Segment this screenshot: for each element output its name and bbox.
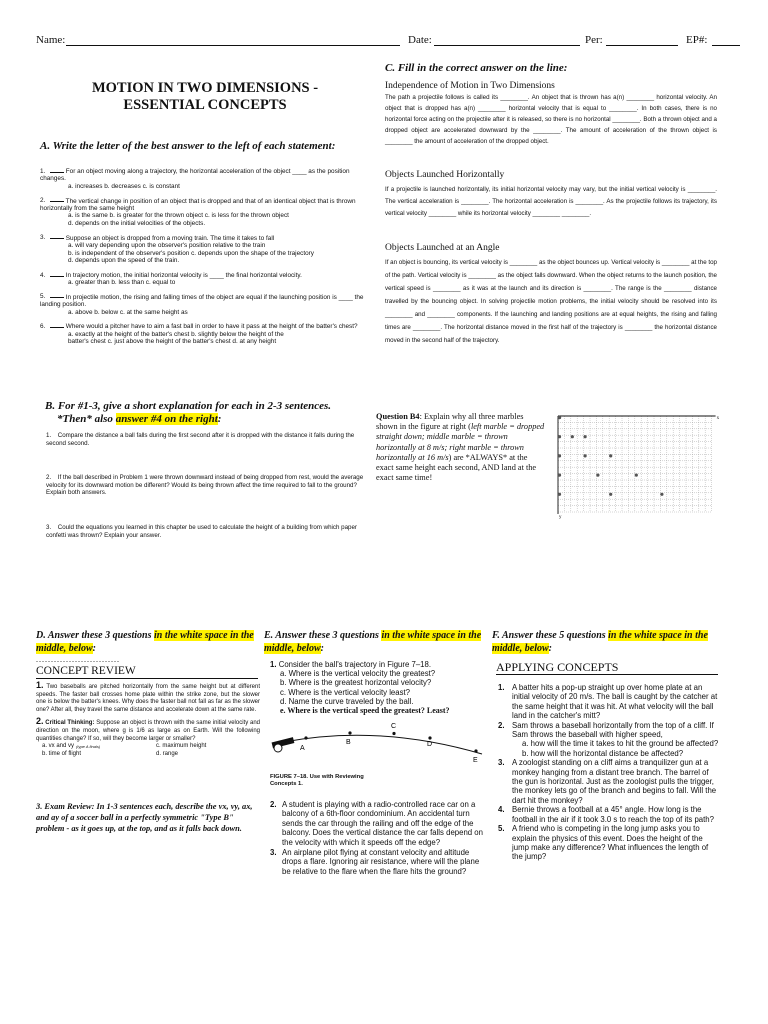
trajectory-point-b — [348, 731, 351, 734]
question-b4: Question B4: Explain why all three marbles shown in the figure at right (left marble = dropped straight down; middle marble = thrown horizontally at 8 m/s; right marble = thrown horizontally at 16 m/s) are *ALWAYS* at the exact same height each second, AND land at the exact same time! — [376, 412, 545, 483]
marble-grid-figure — [552, 412, 720, 520]
applying-q1: 1. A batter hits a pop-up straight up over home plate at an initial velocity of 20 m/s. The ball is caught by the catcher at the same height that it was hit. At what velocity will the ball land in the catcher's mitt? — [498, 683, 718, 721]
trajectory-point-c — [392, 732, 395, 735]
answer-blank-a5[interactable] — [50, 292, 64, 299]
section-c-heading: C. Fill in the correct answer on the line: — [385, 62, 568, 74]
trajectory-figure — [270, 712, 490, 782]
marble-point-s1-2 — [584, 454, 587, 457]
marble-point-s1-4 — [609, 493, 612, 496]
question-b2: 2. If the ball described in Problem 1 were thrown downward instead of being dropped from rest, would the average velocity for its downward motion be different? Would its being thrown affect the time required to fall to the ground? Explain both answers. — [46, 474, 364, 497]
trajectory-label-b: B — [346, 739, 351, 746]
x-axis-label: x — [716, 416, 720, 421]
section-e-highlight: in the white space in the middle, below — [264, 630, 482, 654]
trajectory-label-c: C — [391, 723, 397, 730]
section-f-highlight: in the white space in the middle, below — [492, 630, 708, 654]
per-label: Per: — [585, 34, 603, 46]
marble-point-s0-1 — [558, 435, 561, 438]
answer-blank-a2[interactable] — [50, 196, 64, 203]
section-e-heading: E. Answer these 3 questions in the white space in the middle, below: — [264, 630, 482, 654]
answer-blank-a1[interactable] — [50, 166, 64, 173]
trajectory-point-d — [428, 736, 431, 739]
section-d-highlight: in the white space in the middle, below — [36, 630, 254, 654]
section-b-questions — [46, 432, 368, 539]
applying-q2: 2. Sam throws a baseball horizontally from the top of a cliff. If Sam throws the baseball with higher speed, — [498, 720, 714, 740]
grid-lines — [558, 416, 712, 512]
question-a2: 2. The vertical change in position of an object that is dropped and that of an identical object that is thrown horizontally from the same height a. is the same b. is greater for the thrown object c. is less for the thrown object d. depends on the initial velocities of the objects. — [40, 197, 356, 228]
ep-label: EP#: — [686, 34, 708, 46]
per-field[interactable] — [606, 35, 678, 46]
section-c-p2: If a projectile is launched horizontally, its initial horizontal velocity may vary, but the initial vertical velocity is ________. The vertical acceleration is ________. The horizontal acceleration is ________. As the projectile follows its trajectory, its vertical velocity ________ while its horizontal velocity ________ ________. — [385, 186, 717, 217]
question-b4-label: Question B4 — [376, 412, 420, 421]
question-b1: 1. Compare the distance a ball falls during the first second after it is dropped with the distance it falls during the second second. — [46, 432, 355, 447]
section-b-heading: B. For #1-3, give a short explanation for each in 2-3 sentences. *Then* also answer #4 on the right: — [45, 400, 332, 425]
question-b3: 3. Could the equations you learned in this chapter be used to calculate the height of a building from which paper confetti was thrown? Explain your answer. — [46, 524, 357, 539]
answer-blank-a6[interactable] — [50, 321, 64, 328]
title-line-2: ESSENTIAL CONCEPTS — [123, 97, 287, 113]
trajectory-point-e — [474, 749, 477, 752]
marble-point-s2-2 — [609, 454, 612, 457]
question-a6: 6. Where would a pitcher have to aim a fast ball in order to have it pass at the height of the batter's chest? a. exactly at the height of the batter's chest b. slightly below the height of the batter's chest c. just above the height of the batter's chest d. at any height — [40, 323, 358, 346]
section-b-highlight: answer #4 on the right — [115, 413, 218, 425]
applying-q2-b: b. how will the horizontal distance be affected? — [522, 748, 684, 758]
cannon-icon — [272, 737, 295, 752]
applying-q5: 5. A friend who is competing in the long jump asks you to explain the physics of this event. Does the height of the jump make any difference? What influences the length of the jump? — [498, 824, 709, 862]
section-c-sub1: Independence of Motion in Two Dimensions — [385, 81, 555, 91]
applying-concepts-title: APPLYING CONCEPTS — [496, 660, 718, 675]
ep-field[interactable] — [712, 35, 740, 46]
marble-point-s0-3 — [558, 474, 561, 477]
title-line-1: MOTION IN TWO DIMENSIONS - — [91, 80, 319, 96]
trajectory-point-a — [304, 736, 307, 739]
header-row — [36, 34, 736, 48]
applying-q4: 4. Bernie throws a football at a 45° angle. How long is the football in the air if it took 3.0 s to reach the top of its path? — [498, 805, 714, 824]
applying-q3: 3. A zoologist standing on a cliff aims a tranquilizer gun at a monkey hanging from a distant tree branch. The barrel of the gun is horizontal. Just as the zoologist pulls the trigger, the monkey lets go of the branch and begins to fall. Will the dart hit the monkey? — [498, 758, 717, 805]
concept-review-title: CONCEPT REVIEW — [36, 664, 258, 679]
review-q2-options: a. vx and vy (type A finals) c. maximum height b. time of flight d. range — [42, 743, 207, 758]
review-q3-exam: 3. Exam Review: In 1-3 sentences each, describe the vx, vy, ax, and ay of a soccer ball in a perfectly symmetric "Type B" problem - as it goes up, at the top, and as it falls back down. — [36, 802, 253, 833]
marble-point-s2-4 — [660, 493, 663, 496]
figure-caption: FIGURE 7–18. Use with Reviewing Concepts 1. — [270, 774, 364, 787]
marble-point-s1-1 — [571, 435, 574, 438]
section-a-questions — [40, 166, 370, 346]
section-c-body — [385, 80, 717, 347]
marble-point-s2-0 — [558, 416, 561, 419]
section-c-sub2: Objects Launched Horizontally — [385, 170, 505, 180]
section-d-body — [36, 682, 260, 759]
date-label: Date: — [408, 34, 432, 46]
answer-blank-a4[interactable] — [50, 270, 64, 277]
section-e-q2: 2. A student is playing with a radio-controlled race car on a balcony of a 6th-floor condominium. An accidental turn sends the car through the railing and off the edge of the balcony. Does the vertical distance the car falls depend on the velocity with which it speeds off the edge? 3. An airplane pilot flying at constant velocity and altitude drops a flare. Ignoring air resistance, where will the plane be relative to the flare when the flare hits the ground? — [270, 800, 483, 876]
question-a5: 5. In projectile motion, the rising and falling times of the object are equal if the launching position is ____ the landing position. a. above b. below c. at the same height as — [40, 293, 364, 316]
question-a3: 3. Suppose an object is dropped from a moving train. The time it takes to fall a. will vary depending upon the observer's position relative to the train b. is independent of the observer's position c. depends upon the shape of the trajectory d. depends upon the speed of the train. — [40, 234, 315, 265]
section-f-heading: F. Answer these 5 questions in the white space in the middle, below: — [492, 630, 708, 654]
marble-point-s0-2 — [558, 454, 561, 457]
answer-blank-a3[interactable] — [50, 233, 64, 240]
name-label: Name: — [36, 34, 66, 46]
trajectory-curve — [284, 735, 482, 754]
section-c-p3: If an object is bouncing, its vertical velocity is ________ as the object bounces up. Vertical velocity is ________ at the top of the path. Vertical velocity is ________ as the object falls downward. When the object returns to the launch position, the vertical speed is ________ as it was at the launch and its direction is ________. The range is the ________ distance travelled by the bouncing object. In solving projectile motion problems, the initial velocity should be resolved into its ________ and ________ components. If the launching and landing positions are at equal heights, the rising and falling times are ________. The horizontal distance moved in the first half of the trajectory is ________ the horizontal distance moved in the second half of the trajectory. — [385, 259, 717, 344]
marble-point-s2-1 — [584, 435, 587, 438]
section-f-body — [498, 683, 720, 862]
section-c-p1: The path a projectile follows is called its ________. An object that is thrown has a(n) ________ horizontal velocity. An object that is dropped has a(n) ________ horizontal velocity that is equal to ________. In both cases, there is no horizontal force acting on the projectile after it is released, so there is no horizontal ________. Both a thrown object and a dropped object are accelerated downward by the ________. The amount of acceleration of the thrown object is ________ the amount of acceleration of the dropped object. — [385, 94, 717, 145]
y-axis-label: y — [559, 515, 562, 520]
name-field[interactable] — [66, 35, 400, 46]
section-d-heading: D. Answer these 3 questions in the white space in the middle, below: — [36, 630, 254, 654]
trajectory-label-d: D — [427, 741, 433, 748]
page-title — [40, 80, 370, 114]
marble-point-s2-3 — [635, 474, 638, 477]
trajectory-label-a: A — [300, 745, 305, 752]
question-a1: 1. For an object moving along a trajectory, the horizontal acceleration of the object ____ as the position changes. a. increases b. decreases c. is constant — [40, 167, 350, 190]
review-q2: 2. Critical Thinking: Suppose an object is thrown with the same initial velocity and direction on the moon, where g is 1/6 as large as on Earth. Will the following quantities change? If so, will they become larger or smaller? — [36, 716, 260, 742]
review-q1: 1. Two baseballs are pitched horizontally from the same height but at different speeds. The faster ball crosses home plate within the strike zone, but the slower one is below the batter's knees. Why does the faster ball not fall as far as the slower one? After all, they travel the same distance and accelerate down at the same rate. — [36, 680, 260, 713]
marble-point-s1-3 — [596, 474, 599, 477]
section-a-heading: A. Write the letter of the best answer to the left of each statement: — [40, 140, 336, 152]
trajectory-label-e: E — [473, 757, 478, 764]
section-c-sub3: Objects Launched at an Angle — [385, 243, 500, 253]
section-d-dots: ............................ — [36, 655, 120, 664]
applying-q2-a: a. how will the time it takes to hit the ground be affected? — [522, 739, 719, 749]
marble-point-s0-4 — [558, 493, 561, 496]
section-e-q1: 1. Consider the ball's trajectory in Figure 7–18. a. Where is the vertical velocity the greatest? b. Where is the greatest horizontal velocity? c. Where is the vertical velocity least? d. Name the curve traveled by the ball. e. Where is the vertical speed the greatest? Least? — [270, 660, 450, 716]
date-field[interactable] — [434, 35, 580, 46]
question-a4: 4. In trajectory motion, the initial horizontal velocity is ____ the final horizontal velocity. a. greater than b. less than c. equal to — [40, 271, 302, 287]
